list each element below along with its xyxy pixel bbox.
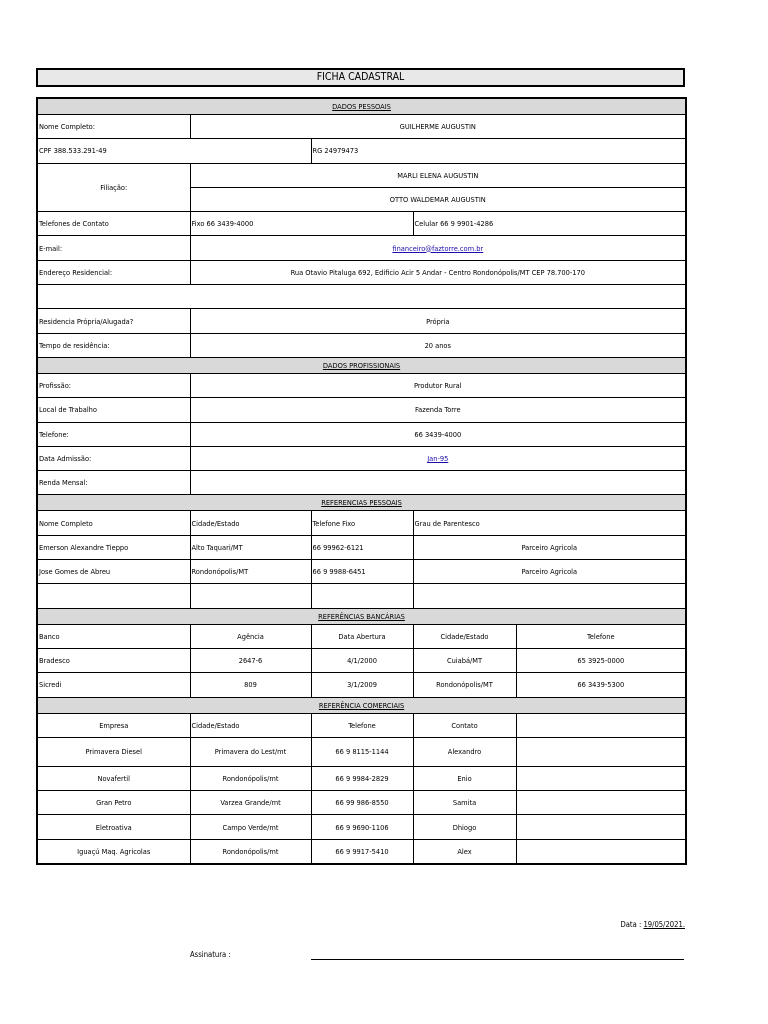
- section-referencias-pessoais: REFERENCIAS PESSOAIS: [37, 495, 686, 511]
- col-header: Empresa: [37, 713, 190, 737]
- cell: 66 9 9690-1106: [311, 815, 413, 839]
- date-value: 19/05/2021.: [643, 920, 685, 929]
- tempo-label: Tempo de residência:: [37, 333, 190, 357]
- cell: Gran Petro: [37, 791, 190, 815]
- signature-line: [311, 959, 684, 960]
- cell: Eletroativa: [37, 815, 190, 839]
- col-header: Cidade/Estado: [190, 713, 311, 737]
- col-header: Agência: [190, 624, 311, 648]
- cell: 66 9 8115-1144: [311, 737, 413, 766]
- cpf-value: CPF 388.533.291-49: [37, 139, 311, 163]
- cell: [516, 737, 686, 766]
- cell: Primavera do Lest/mt: [190, 737, 311, 766]
- section-dados-pessoais: DADOS PESSOAIS: [37, 98, 686, 115]
- local-value: Fazenda Torre: [190, 398, 686, 422]
- section-referencias-bancarias: REFERÊNCIAS BANCÁRIAS: [37, 608, 686, 624]
- date-label: Data :: [620, 920, 642, 929]
- cell: [311, 584, 413, 608]
- cell: Bradesco: [37, 648, 190, 672]
- cell: Varzea Grande/mt: [190, 791, 311, 815]
- cell: Primavera Diesel: [37, 737, 190, 766]
- renda-value: [190, 471, 686, 495]
- col-header: Telefone: [516, 624, 686, 648]
- table-row: [37, 673, 686, 697]
- col-header: Cidade/Estado: [190, 511, 311, 535]
- cell: 66 9 9917-5410: [311, 839, 413, 864]
- cell: [413, 584, 686, 608]
- cell: 66 99 986-8550: [311, 791, 413, 815]
- cell: Alexandro: [413, 737, 516, 766]
- cell: [516, 839, 686, 864]
- cell: Sicredi: [37, 673, 190, 697]
- cell: Emerson Alexandre Tieppo: [37, 535, 190, 559]
- residencia-label: Residencia Própria/Alugada?: [37, 309, 190, 333]
- section-referencia-comerciais: REFERÊNCIA COMERCIAIS: [37, 697, 686, 713]
- blank-row: [37, 285, 686, 309]
- cell: Dhiogo: [413, 815, 516, 839]
- table-row: [37, 535, 686, 559]
- filiacao-label: Filiação:: [37, 163, 190, 212]
- col-header: Cidade/Estado: [413, 624, 516, 648]
- cell: Parceiro Agricola: [413, 535, 686, 559]
- table-row: [37, 737, 686, 766]
- cell: 3/1/2009: [311, 673, 413, 697]
- nome-value: GUILHERME AUGUSTIN: [190, 115, 686, 139]
- pai-value: OTTO WALDEMAR AUGUSTIN: [190, 187, 686, 211]
- col-header: Data Abertura: [311, 624, 413, 648]
- cell: 65 3925-0000: [516, 648, 686, 672]
- telefone-value: 66 3439-4000: [190, 422, 686, 446]
- cell: 2647-6: [190, 648, 311, 672]
- cell: Cuiabá/MT: [413, 648, 516, 672]
- col-header: Nome Completo: [37, 511, 190, 535]
- email-link[interactable]: financeiro@faztorre.com.br: [392, 243, 484, 253]
- cell: Jose Gomes de Abreu: [37, 560, 190, 584]
- cell: Novafertil: [37, 766, 190, 790]
- residencia-value: Própria: [190, 309, 686, 333]
- cell: 66 9 9988-6451: [311, 560, 413, 584]
- table-row: [37, 815, 686, 839]
- cell: 809: [190, 673, 311, 697]
- profissao-label: Profissão:: [37, 373, 190, 397]
- cell: Rondonópolis/mt: [190, 766, 311, 790]
- cell: Campo Verde/mt: [190, 815, 311, 839]
- form-table: [36, 97, 687, 865]
- admissao-link[interactable]: Jan-95: [427, 454, 449, 463]
- cell: Iguaçú Maq. Agricolas: [37, 839, 190, 864]
- table-row: [37, 791, 686, 815]
- admissao-label: Data Admissão:: [37, 446, 190, 470]
- telefone-fixo: Fixo 66 3439-4000: [190, 212, 413, 236]
- cell: Rondonópolis/mt: [190, 839, 311, 864]
- col-header: Telefone Fixo: [311, 511, 413, 535]
- cell: [516, 766, 686, 790]
- cell: 4/1/2000: [311, 648, 413, 672]
- endereco-value: Rua Otavio Pitaluga 692, Edificio Acir 5 Andar - Centro Rondonópolis/MT CEP 78.700-170: [190, 260, 686, 284]
- rg-value: RG 24979473: [311, 139, 686, 163]
- cell: Alto Taquari/MT: [190, 535, 311, 559]
- email-label: E-mail:: [37, 236, 190, 260]
- col-header: Telefone: [311, 713, 413, 737]
- mae-value: MARLI ELENA AUGUSTIN: [190, 163, 686, 187]
- table-row: [37, 648, 686, 672]
- section-dados-profissionais: DADOS PROFISSIONAIS: [37, 357, 686, 373]
- form-sheet: [36, 68, 685, 865]
- cell: Rondonópolis/MT: [413, 673, 516, 697]
- cell: 66 3439-5300: [516, 673, 686, 697]
- date-line: [620, 920, 685, 929]
- tempo-value: 20 anos: [190, 333, 686, 357]
- telefones-label: Telefones de Contato: [37, 212, 190, 236]
- cell: Alex: [413, 839, 516, 864]
- table-row: [37, 560, 686, 584]
- cell: [516, 791, 686, 815]
- telefone-celular: Celular 66 9 9901-4286: [413, 212, 686, 236]
- nome-label: Nome Completo:: [37, 115, 190, 139]
- col-header: Banco: [37, 624, 190, 648]
- cell: [37, 584, 190, 608]
- col-header: Grau de Parentesco: [413, 511, 686, 535]
- cell: [516, 815, 686, 839]
- cell: 66 99962-6121: [311, 535, 413, 559]
- cell: [190, 584, 311, 608]
- cell: 66 9 9984-2829: [311, 766, 413, 790]
- telefone-label: Telefone:: [37, 422, 190, 446]
- renda-label: Renda Mensal:: [37, 471, 190, 495]
- form-title: FICHA CADASTRAL: [36, 68, 685, 87]
- signature-label: Assinatura :: [190, 950, 231, 959]
- cell: Samita: [413, 791, 516, 815]
- cell: Parceiro Agricola: [413, 560, 686, 584]
- table-row: [37, 839, 686, 864]
- profissao-value: Produtor Rural: [190, 373, 686, 397]
- local-label: Local de Trabalho: [37, 398, 190, 422]
- cell: Enio: [413, 766, 516, 790]
- col-header: Contato: [413, 713, 516, 737]
- table-row: [37, 584, 686, 608]
- endereco-label: Endereço Residencial:: [37, 260, 190, 284]
- table-row: [37, 766, 686, 790]
- cell: Rondonópolis/MT: [190, 560, 311, 584]
- cell: [516, 713, 686, 737]
